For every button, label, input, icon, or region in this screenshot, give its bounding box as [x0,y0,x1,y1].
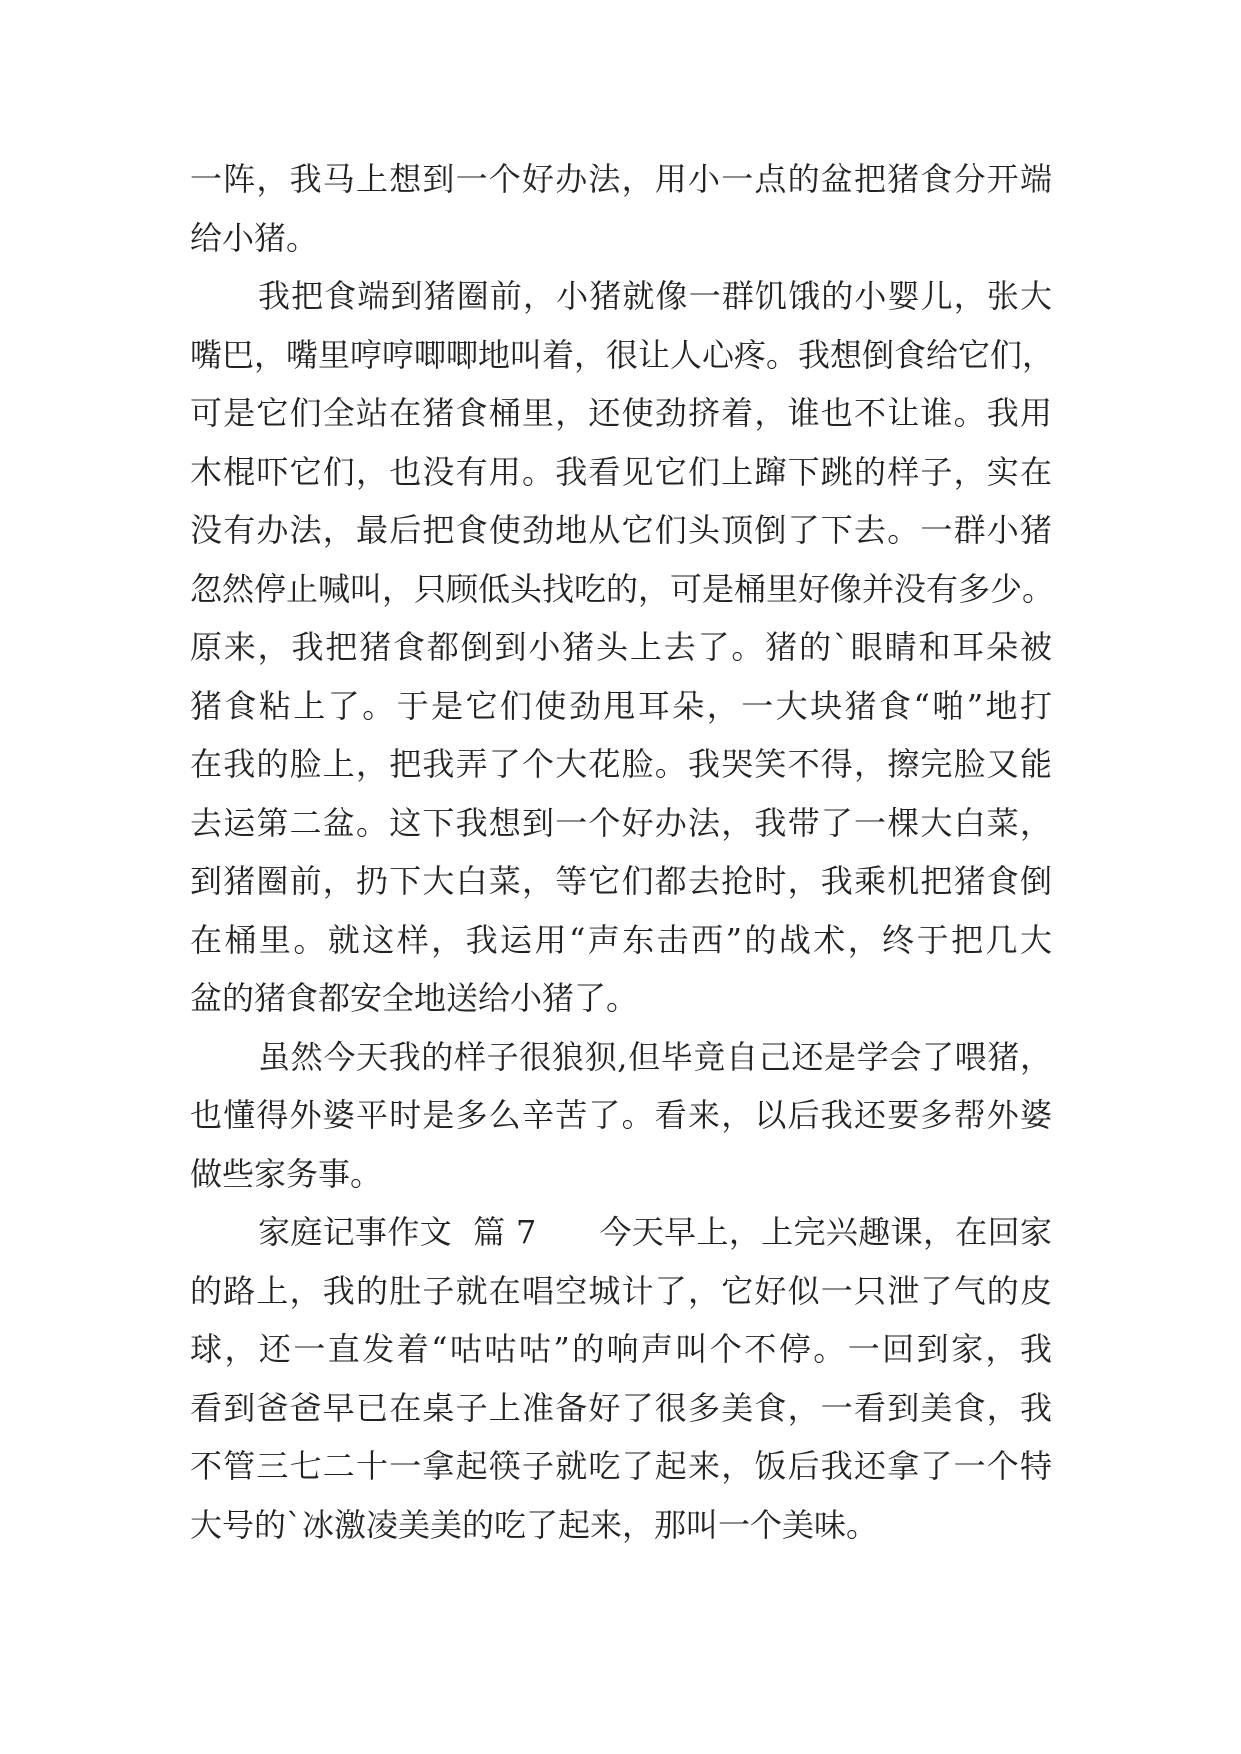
paragraph [190,1203,1052,1554]
text-line: 的路上，我的肚子就在唱空城计了，它好似一只泄了气的皮 [190,1271,1052,1310]
text-line: 也懂得外婆平时是多么辛苦了。看来，以后我还要多帮外婆 [190,1096,1052,1134]
document-page [190,150,1055,1554]
text-line: 去运第二盆。这下我想到一个好办法，我带了一棵大白菜， [190,803,1052,842]
text-line: 给小猪。 [190,218,319,257]
paragraph [190,150,1052,267]
text-line: 不管三七二十一拿起筷子就吃了起来，饭后我还拿了一个特 [190,1447,1052,1485]
text-line: 球，还一直发着“咕咕咕”的响声叫个不停。一回到家，我 [190,1330,1052,1368]
text-line: 看到爸爸早已在桌子上准备好了很多美食，一看到美食，我 [190,1388,1052,1427]
text-line: 忽然停止喊叫，只顾低头找吃的，可是桶里好像并没有多少。 [190,569,1055,608]
text-line: 虽然今天我的样子很狼狈,但毕竟自己还是学会了喂猪， [258,1037,1052,1076]
text-line: 到猪圈前，扔下大白菜，等它们都去抢时，我乘机把猪食倒 [190,862,1052,900]
text-line: 没有办法，最后把食使劲地从它们头顶倒了下去。一群小猪 [190,511,1052,549]
text-line: 一阵，我马上想到一个好办法，用小一点的盆把猪食分开端 [190,160,1052,198]
text-line: 猪食粘上了。于是它们使劲甩耳朵，一大块猪食“啪”地打 [190,686,1052,725]
paragraph [190,1028,1052,1204]
text-line: 盆的猪食都安全地送给小猪了。 [190,979,639,1017]
text-line: 在桶里。就这样，我运用“声东击西”的战术，终于把几大 [190,920,1052,959]
text-line: 做些家务事。 [190,1154,383,1193]
text-line: 家庭记事作文 篇 7 今天早上，上完兴趣课，在回家 [258,1213,1052,1251]
text-line: 在我的脸上，把我弄了个大花脸。我哭笑不得，擦完脸又能 [190,745,1052,783]
text-line: 嘴巴，嘴里哼哼唧唧地叫着，很让人心疼。我想倒食给它们， [190,335,1055,374]
text-line: 原来，我把猪食都倒到小猪头上去了。猪的`眼睛和耳朵被 [190,628,1052,666]
text-line: 大号的`冰激凌美美的吃了起来，那叫一个美味。 [190,1505,879,1544]
paragraph [190,267,1055,1028]
text-line: 我把食端到猪圈前，小猪就像一群饥饿的小婴儿，张大 [258,277,1052,315]
text-line: 可是它们全站在猪食桶里，还使劲挤着，谁也不让谁。我用 [190,394,1052,432]
text-line: 木棍吓它们，也没有用。我看见它们上蹿下跳的样子，实在 [190,452,1052,491]
